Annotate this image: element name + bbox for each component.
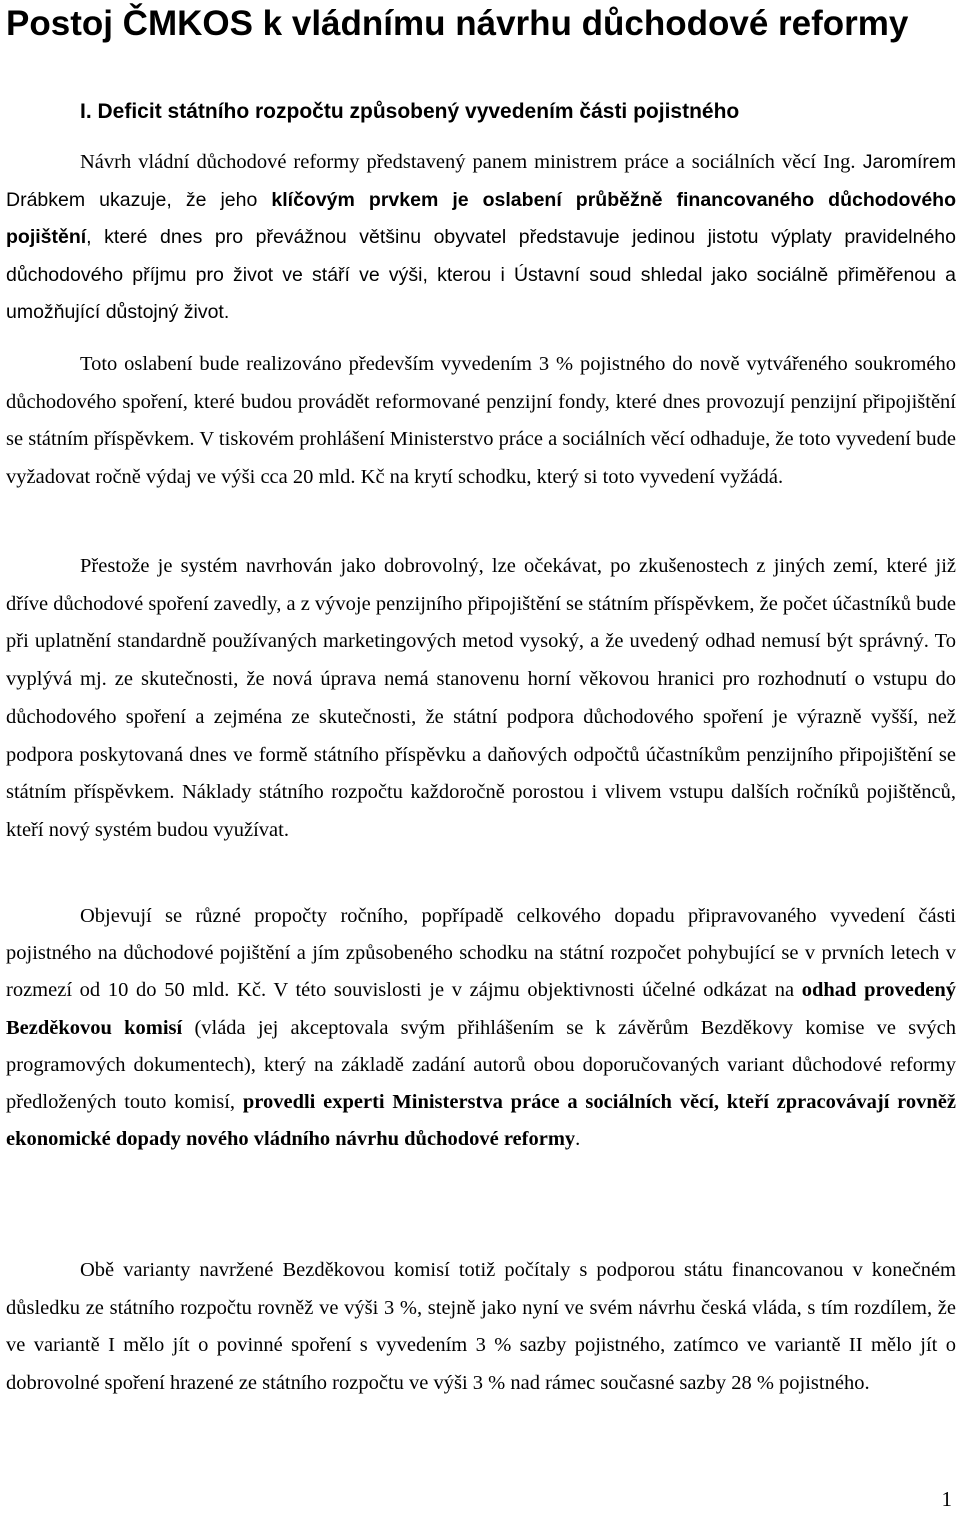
paragraph-1-lead: Návrh vládní důchodové reformy představený panem ministrem práce a sociálních věcí Ing. (80, 151, 856, 173)
paragraph-2: Toto oslabení bude realizováno především vyvedením 3 % pojistného do nově vytvářeného soukromého důchodového spoření, které budou provádět reformované penzijní fondy, které dnes provozují penzijní připojištění se státním příspěvkem. V tiskovém prohlášení Ministerstvo práce a sociálních věcí odhaduje, že toto vyvedení bude vyžadovat ročně výdaj ve výši cca 20 mld. Kč na krytí schodku, který si toto vyvedení vyžádá. (6, 353, 956, 488)
paragraph-4-text: Objevují se různé propočty ročního, popřípadě celkového dopadu připravovaného vyvedení části pojistného na důchodové pojištění a jím způsobeného schodku na státní rozpočet pohybující se v prvních letech v rozmezí od 10 do 50 mld. Kč. V této souvislosti je v zájmu objektivnosti účelné odkázat na (6, 905, 956, 1002)
paragraph-1 (6, 144, 956, 332)
paragraph-4-emphasis-experts: provedli experti Ministerstva práce a sociálních věcí, kteří zpracovávají rovněž ekonomické dopady nového vládního návrhu důchodové reformy (6, 1091, 957, 1151)
paragraph-1-emphasis: klíčovým prvkem je oslabení průběžně financovaného důchodového pojištění (6, 188, 956, 249)
paragraph-1-text: Jaromírem Drábkem ukazuje, že jeho (6, 151, 956, 211)
document-title: Postoj ČMKOS k vládnímu návrhu důchodové reformy (6, 4, 909, 43)
section-heading: I. Deficit státního rozpočtu způsobený vyvedením části pojistného (80, 100, 740, 123)
paragraph-4-text-middle: (vláda jej akceptovala svým přihlášením se k závěrům Bezděkovy komise ve svých programových dokumentech), který na základě zadání autorů obou doporučovaných variant důchodové reformy předložených touto komisí, (6, 1016, 956, 1114)
page-number: 1 (941, 1487, 952, 1511)
paragraph-4-text-end: . (575, 1128, 581, 1151)
paragraph-5: Obě varianty navržené Bezděkovou komisí totiž počítaly s podporou státu financovanou v konečném důsledku ze státního rozpočtu rovněž ve výši 3 %, stejně jako nyní ve svém návrhu česká vláda, s tím rozdílem, že ve variantě I mělo jít o povinné spoření s vyvedením 3 % sazby pojistného, zatímco ve variantě II mělo jít o dobrovolné spoření hrazené ze státního rozpočtu ve výši 3 % nad rámec současné sazby 28 % pojistného. (6, 1259, 956, 1394)
paragraph-1-text-end: , které dnes pro převážnou většinu obyvatel představuje jedinou jistotu výplaty pravidelného důchodového příjmu pro život ve stáří ve výši, kterou i Ústavní soud shledal jako sociálně přiměřenou a umožňující důstojný život. (6, 226, 956, 324)
paragraph-4 (6, 898, 956, 1158)
paragraph-4-emphasis-commission: odhad provedený Bezděkovou komisí (6, 979, 956, 1039)
paragraph-3: Přestože je systém navrhován jako dobrovolný, lze očekávat, po zkušenostech z jiných zemí, které již dříve důchodové spoření zavedly, a z vývoje penzijního připojištění se státním příspěvkem, že počet účastníků bude při uplatnění standardně používaných marketingových metod vysoký, a že uvedený odhad nemusí být správný. To vyplývá mj. ze skutečnosti, že nová úprava nemá stanovenu horní věkovou hranici pro rozhodnutí o vstupu do důchodového spoření a zejména ze skutečnosti, že státní podpora důchodového spoření je výrazně vyšší, než podpora poskytovaná dnes ve formě státního příspěvku a daňových odpočtů účastníkům penzijního připojištění se státním příspěvkem. Náklady státního rozpočtu každoročně porostou i vlivem vstupu dalších ročníků pojištěnců, kteří nový systém budou využívat. (6, 555, 956, 841)
